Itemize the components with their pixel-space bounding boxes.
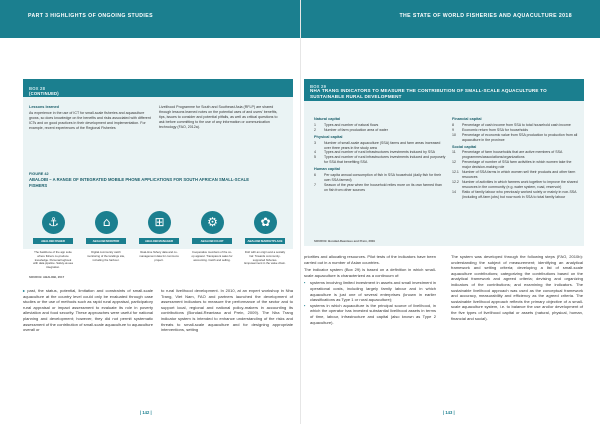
right-body-p1: priorities and allocating resources. Pilot tests of the indicators have been carried out in a number of Asian countries. [304,254,436,265]
anchor-icon: ⚓ [42,211,65,234]
indicator-item [314,173,446,183]
indicator-text: Number of farm production area of water [324,127,388,132]
continuation-arrow-icon: ▸ [23,288,26,293]
bullet-item [304,280,436,302]
bullet-item [304,303,436,325]
box-number: BOX 29 [310,84,327,89]
right-body-p2: The indicator system (Box 29) is based on a definition in which small-scale aquaculture is characterized as a continuum of: [304,267,436,278]
indicator-number: 1 [314,122,316,127]
box-29-title: NHA TRANG INDICATORS TO MEASURE THE CONTRIBUTION OF SMALL-SCALE AQUACULTURE TO SUSTAINABLE RURAL DEVELOPMENT [310,88,547,100]
lessons-right-text: Livelihood Programme for South and Southeast Asia (RFLP) are shared through lessons learned notes on the potential uses of and users' benefits, tips, issues to consider and potential pitfalls, as well as critical questions to ask before committing to the use of any information or communication technology (FAO, 2012a). [159,105,278,130]
indicator-number: 9 [452,127,454,132]
left-page-header [0,0,300,38]
right-page-number: | 143 | [443,410,455,415]
app-name: ABALOBI MARKETPLACE [245,238,285,244]
indicator-number: 10 [452,132,456,137]
left-page-number: | 142 | [140,410,152,415]
indicator-item [314,155,446,165]
box-29-source: SOURCE: Bondad-Reantaso and Prein, 2009 [314,239,375,243]
indicator-text: Number of small-scale aquaculture (SSA) farms and farm areas increased over three years in the study area [324,140,441,150]
gear-icon: ⚙ [201,211,224,234]
right-page-header [301,0,600,38]
indicator-number: 7 [314,182,316,187]
right-body-column-1 [304,254,436,325]
app-name: ABALOBI MANAGER [139,238,179,244]
indicator-item [452,170,578,180]
indicator-item [314,141,446,151]
app-name: ABALOBI MONITOR [86,238,126,244]
app-desc-coop: Cooperative members of the co-op apparel. Transparent sales for accounting. Catch and selling. [191,250,233,262]
box-29-panel [304,79,584,246]
app-name: ABALOBI FISHER [33,238,73,244]
figure-title: ABALOBI – A RANGE OF INTEGRATED MOBILE PHONE APPLICATIONS FOR SOUTH AFRICAN SMALL-SCALE FISHERS [29,177,249,188]
right-header-text: THE STATE OF WORLD FISHERIES AND AQUACULTURE 2018 [399,13,572,19]
box-28-title-bar [23,79,293,97]
indicator-group-heading: Human capital [314,167,340,172]
indicator-group-heading: Natural capital [314,117,341,121]
fish-icon: ✿ [254,211,277,234]
bullet-icon: ▪ [304,280,306,286]
indicator-group-heading: Financial capital [452,117,482,121]
indicator-number: 12.1 [452,170,459,175]
indicator-text: Percentage of number of SSA farm activities in which women take the major decision-making role [462,160,572,170]
indicator-text: Number of activities in which farmers work together to improve the shared resources in the community (e.g. water system, road, reservoir) [462,179,578,189]
indicator-number: 2 [314,127,316,132]
box-number: BOX 28 [29,86,46,91]
indicator-number: 6 [314,173,316,178]
box-continued-label: (CONTINUED) [29,91,59,96]
app-desc-fisher: The backbone of the app suite where fishers co-produce knowledge. Personal logbook with data pipeline. Safety-at-sea integration. [33,250,73,270]
left-header-text: PART 3 HIGHLIGHTS OF ONGOING STUDIES [28,13,153,19]
app-desc-monitor: Digital community catch monitoring of the landings site, including the harbour. [87,250,125,262]
indicator-item [452,190,578,200]
indicator-item [452,133,578,143]
right-body-text-2: The system was developed through the following steps (FAO, 2010b): understanding the subject of measurement; identifying an analytical framework and setting criteria; developing a list of small-scale aquaculture contributions; categorizing the contributions based on the analytical framework and agreed criteria; devising and organizing indicators of the contributions; and examining the indicators. The sustainable livelihood approach was used as the conceptual framework and accuracy, measurability and efficiency as the agreed criteria. The sustainable livelihood approach reflects the primary objective of a small-scale aquaculture system, i.e. to balance the use and/or development of the five types of livelihood capital or assets (natural, physical, human, financial and social). [451,254,583,321]
right-body-column-2 [451,254,583,321]
harbour-icon: ⌂ [95,211,118,234]
indicator-text: Percentage of economic value from SSA production to production from all aquaculture in the province [462,132,578,142]
indicator-number: 12.2 [452,179,459,184]
app-desc-manager: Real-time fishery data and co-management data for commons project. [139,250,179,262]
indicator-group-heading: Social capital [452,144,477,149]
left-body-column-2 [161,288,293,333]
indicator-text: Percentage of cash income from SSA to total household cash income [462,122,571,127]
bullet-icon: ▪ [304,302,306,308]
indicator-number: 5 [314,155,316,160]
indicator-number: 4 [314,150,316,155]
bullet-text: systems in which aquaculture is the principal source of livelihood, in which the operator has invested substantial livelihood assets in terms of time, labour, infrastructure and capital (also known as Type 2 aquaculture). [310,302,436,325]
indicators-column-1 [314,115,446,193]
chart-icon: ⊞ [148,211,171,234]
app-desc-marketplace: Fish with an origin and a socially fair. Towards community-supported fisheries. Empowerment in the value chain. [244,250,286,266]
indicator-number: 14 [452,189,456,194]
indicator-text: Ratio of family labour who previously worked solely or mainly in non-SSA (including off-farm jobs) but now work in SSA to total family labour [462,189,577,199]
indicator-item [452,150,578,160]
indicator-item [314,128,446,133]
indicator-item [452,180,578,190]
box-28-source: SOURCE: ABALOBI, 2017 [29,275,65,279]
lessons-text: As experience in the use of ICT for small-scale fisheries and aquaculture grows, so does knowledge on the benefits and risks associated with different ICTs and on good practices in their development and implementation. For example, recent experiences of the Regional Fisheries [29,111,151,131]
figure-label: FIGURE 42 [29,172,49,176]
right-page [300,0,600,424]
left-body-text-2: to rural livelihood development. In 2010, at an expert workshop in Nha Trang, Viet Nam, FAO and partners launched the development of assessment indicators to measure the performance of the sector and to support local, regional and national policy-makers in accounting its contributions (Bondad-Reantaso and Prein, 2009). The Nha Trang indicator system is intended to enhance understanding of the risks and threats to small-scale aquaculture and for designing appropriate interventions, setting [161,288,293,333]
bullet-text: systems involving limited investment in assets and small investment in operational costs, including largely family labour and in which aquaculture is just one of several enterprises (known in earlier classifications as Type 1 or rural aquaculture); [310,280,436,303]
indicator-number: 11 [452,150,456,155]
indicator-text: Economic return from SSA for households [462,127,529,132]
lessons-right-column [159,105,283,133]
indicator-text: Types and number of rural infrastructures investments induced by SSA [324,150,435,155]
lessons-heading: Lessons learned [29,105,59,109]
indicator-text: Season of the year when the household relies more on its own farmed than on fish from other sources [324,182,442,192]
left-body-column-1 [23,288,153,333]
indicator-number: 3 [314,140,316,145]
indicator-text: Percentage of farm households that are active members of SSA programmes/associations/organizations [462,150,563,160]
indicator-number: 12 [452,160,456,165]
indicator-group-heading: Physical capital [314,134,343,139]
indicator-item [314,183,446,193]
app-name: ABALOBI CO-OP [192,238,232,244]
indicator-text: Types and number of rural infrastructures investments induced and purposely for SSA that benefiting SSA [324,155,446,165]
indicator-text: Per capita annual consumption of fish in SSA household (daily fish for their own SSA farmed) [324,173,442,182]
lessons-column [29,105,151,134]
indicator-number: 8 [452,122,454,127]
box-28-panel [23,79,293,249]
indicator-text: Types and number of natural flows [324,122,379,127]
indicator-text: Number of SSA farms in which women sell their products and other farm resources [462,170,576,179]
left-body-text-1: past, the status, potential, limitation and constraints of small-scale aquaculture at the country level could only be evaluated through case studies or the use of methods such as rapid rural appraisal, participatory rural appraisal or impact assessment to evaluate its role in poverty alleviation and food security. These approaches were useful for national planning and development; however, they did not permit systematic assessment of the contribution of small-scale aquaculture to aquaculture overall or [23,288,153,333]
indicators-column-2 [452,115,578,200]
indicator-item [452,160,578,170]
